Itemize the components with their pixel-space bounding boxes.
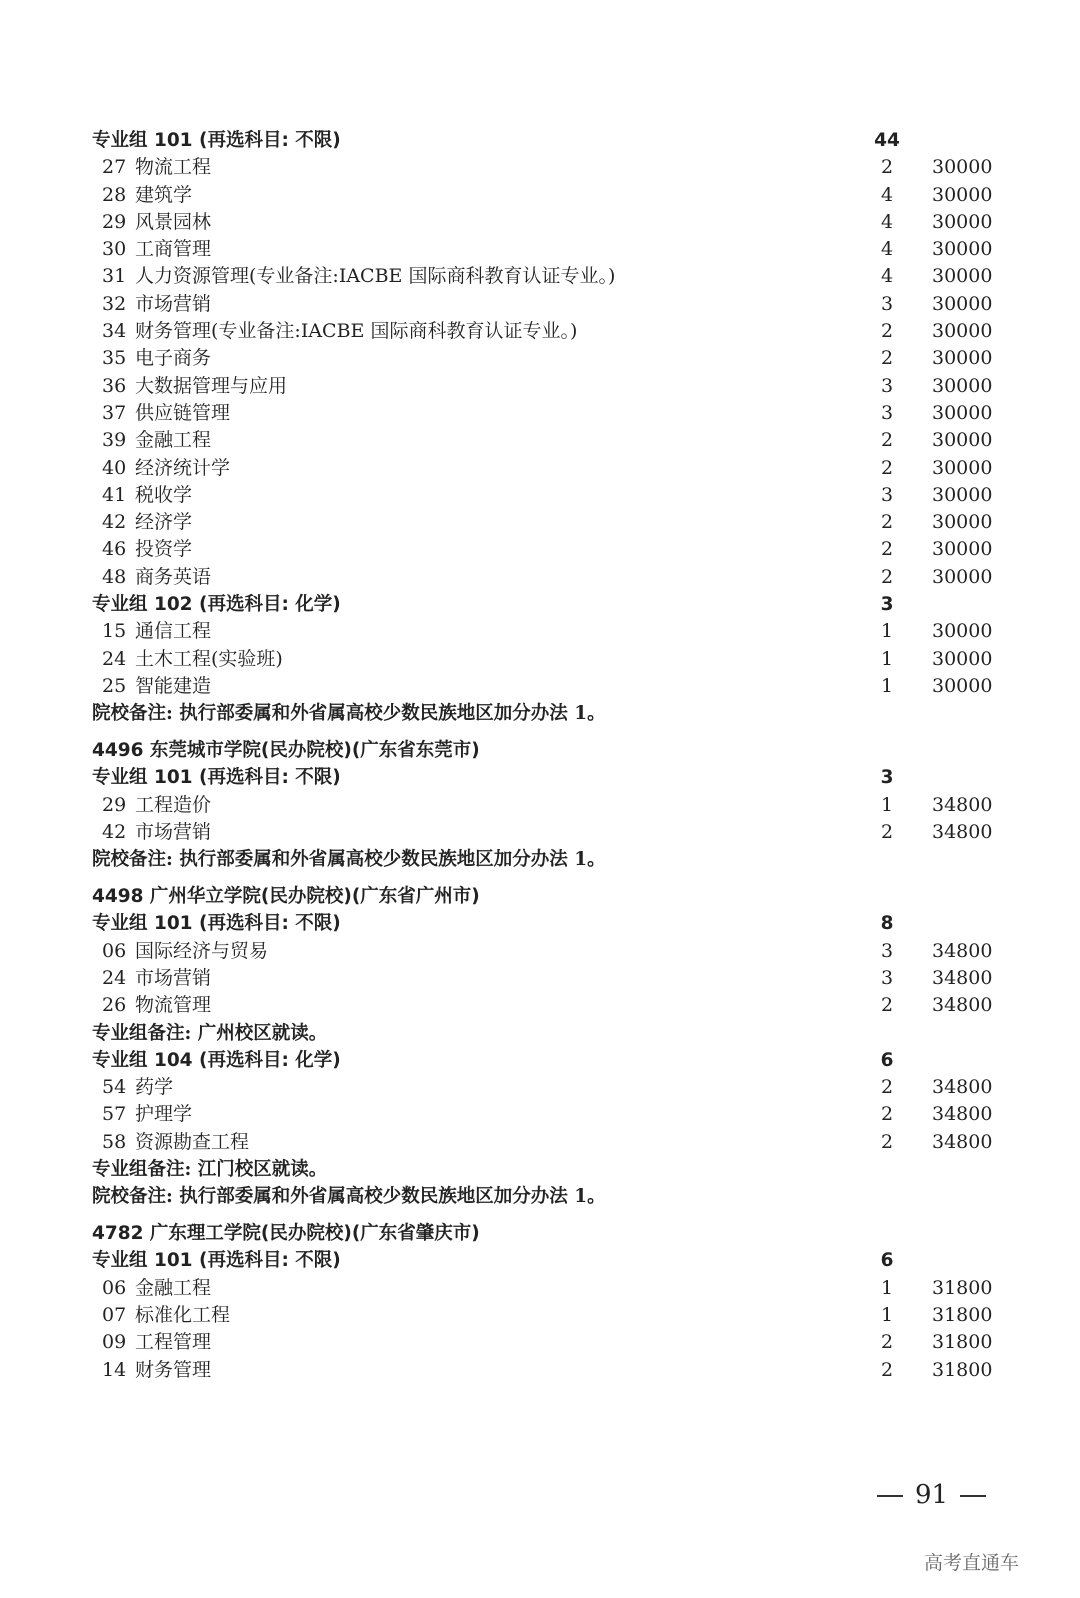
major-row — [92, 792, 1012, 819]
tuition-fee: 30000 — [932, 538, 993, 561]
tuition-fee: 30000 — [932, 210, 993, 233]
tuition-fee: 30000 — [932, 456, 993, 479]
major-row — [92, 209, 1012, 236]
tuition-fee: 34800 — [932, 1130, 993, 1153]
plan-count: 2 — [880, 1076, 894, 1099]
tuition-fee: 30000 — [932, 265, 993, 288]
tuition-fee: 30000 — [932, 292, 993, 315]
plan-count: 2 — [880, 994, 894, 1017]
plan-count: 2 — [880, 538, 894, 561]
major-name: 财务管理 — [135, 1358, 212, 1381]
major-row — [92, 1329, 1012, 1356]
plan-count: 2 — [880, 1103, 894, 1126]
major-name: 电子商务 — [135, 347, 212, 370]
major-code: 09 — [102, 1331, 127, 1354]
major-row — [92, 1129, 1012, 1156]
plan-count: 3 — [880, 939, 894, 962]
page-number-text: 91 — [915, 1480, 949, 1510]
major-code: 25 — [102, 674, 127, 697]
major-code: 46 — [102, 538, 127, 561]
tuition-fee: 30000 — [932, 674, 993, 697]
major-name: 通信工程 — [135, 620, 212, 643]
major-row — [92, 482, 1012, 509]
group-header — [92, 1247, 1012, 1274]
tuition-fee: 34800 — [932, 820, 993, 843]
major-code: 40 — [102, 456, 127, 479]
major-row — [92, 400, 1012, 427]
dash-left — [877, 1495, 903, 1497]
tuition-fee: 31800 — [932, 1276, 993, 1299]
major-name: 人力资源管理(专业备注:IACBE 国际商科教育认证专业。) — [135, 265, 616, 288]
tuition-fee: 30000 — [932, 320, 993, 343]
major-name: 税收学 — [135, 483, 193, 506]
group-count: 8 — [880, 913, 894, 935]
plan-count: 4 — [880, 265, 894, 288]
group-title: 专业组 101 (再选科目: 不限) — [92, 130, 341, 151]
tuition-fee: 30000 — [932, 238, 993, 261]
group-count: 3 — [880, 767, 894, 789]
plan-count: 1 — [880, 1276, 894, 1299]
plan-count: 1 — [880, 1303, 894, 1326]
tuition-fee: 34800 — [932, 966, 993, 989]
major-row — [92, 154, 1012, 181]
major-row — [92, 455, 1012, 482]
major-code: 57 — [102, 1103, 127, 1126]
plan-count: 4 — [880, 238, 894, 261]
major-row — [92, 236, 1012, 263]
major-row — [92, 318, 1012, 345]
plan-count: 2 — [880, 156, 894, 179]
major-name: 商务英语 — [135, 565, 212, 588]
major-name: 市场营销 — [135, 820, 212, 843]
remark: 专业组备注: 江门校区就读。 — [92, 1158, 328, 1180]
major-code: 07 — [102, 1303, 127, 1326]
major-name: 智能建造 — [135, 674, 212, 697]
major-row — [92, 345, 1012, 372]
school-header: 4496 东莞城市学院(民办院校)(广东省东莞市) — [92, 740, 480, 762]
tuition-fee: 31800 — [932, 1358, 993, 1381]
plan-count: 1 — [880, 647, 894, 670]
major-name: 市场营销 — [135, 292, 212, 315]
plan-count: 2 — [880, 456, 894, 479]
remark: 院校备注: 执行部委属和外省属高校少数民族地区加分办法 1。 — [92, 1186, 606, 1208]
plan-count: 2 — [880, 347, 894, 370]
tuition-fee: 30000 — [932, 401, 993, 424]
tuition-fee: 30000 — [932, 429, 993, 452]
plan-count: 2 — [880, 1358, 894, 1381]
major-row — [92, 1074, 1012, 1101]
major-code: 26 — [102, 994, 127, 1017]
major-name: 药学 — [135, 1076, 174, 1099]
major-name: 建筑学 — [135, 183, 193, 206]
major-name: 标准化工程 — [135, 1303, 231, 1326]
major-row — [92, 291, 1012, 318]
school-header: 4782 广东理工学院(民办院校)(广东省肇庆市) — [92, 1223, 480, 1245]
major-code: 31 — [102, 265, 127, 288]
tuition-fee: 34800 — [932, 1076, 993, 1099]
major-name: 工程造价 — [135, 793, 212, 816]
tuition-fee: 30000 — [932, 483, 993, 506]
group-title: 专业组 101 (再选科目: 不限) — [92, 767, 341, 789]
major-code: 34 — [102, 320, 127, 343]
remark: 院校备注: 执行部委属和外省属高校少数民族地区加分办法 1。 — [92, 703, 606, 725]
group-count: 6 — [880, 1049, 894, 1071]
plan-count: 1 — [880, 620, 894, 643]
major-name: 物流管理 — [135, 994, 212, 1017]
major-code: 24 — [102, 966, 127, 989]
major-row — [92, 965, 1012, 992]
major-name: 大数据管理与应用 — [135, 374, 288, 397]
plan-count: 4 — [880, 183, 894, 206]
group-title: 专业组 104 (再选科目: 化学) — [92, 1049, 341, 1071]
major-row — [92, 938, 1012, 965]
school-header: 4498 广州华立学院(民办院校)(广东省广州市) — [92, 886, 480, 908]
plan-count: 4 — [880, 210, 894, 233]
plan-count: 3 — [880, 374, 894, 397]
plan-count: 3 — [880, 292, 894, 315]
major-code: 27 — [102, 156, 127, 179]
plan-count: 3 — [880, 966, 894, 989]
tuition-fee: 31800 — [932, 1303, 993, 1326]
major-name: 经济统计学 — [135, 456, 231, 479]
major-row — [92, 1275, 1012, 1302]
tuition-fee: 34800 — [932, 939, 993, 962]
plan-count: 3 — [880, 483, 894, 506]
plan-count: 2 — [880, 1331, 894, 1354]
tuition-fee: 30000 — [932, 374, 993, 397]
group-header — [92, 1047, 1012, 1074]
major-code: 14 — [102, 1358, 127, 1381]
plan-count: 2 — [880, 511, 894, 534]
major-name: 国际经济与贸易 — [135, 939, 269, 962]
tuition-fee: 34800 — [932, 994, 993, 1017]
page-number — [865, 1480, 998, 1510]
enrollment-plan-list — [92, 127, 1012, 1384]
major-code: 29 — [102, 210, 127, 233]
major-code: 15 — [102, 620, 127, 643]
major-row — [92, 1302, 1012, 1329]
group-title: 专业组 101 (再选科目: 不限) — [92, 913, 341, 935]
major-name: 供应链管理 — [135, 401, 231, 424]
major-row — [92, 536, 1012, 563]
plan-count: 2 — [880, 320, 894, 343]
major-name: 金融工程 — [135, 1276, 212, 1299]
major-row — [92, 992, 1012, 1019]
major-name: 物流工程 — [135, 156, 212, 179]
major-name: 工程管理 — [135, 1331, 212, 1354]
group-header — [92, 910, 1012, 937]
major-code: 36 — [102, 374, 127, 397]
plan-count: 1 — [880, 674, 894, 697]
plan-count: 2 — [880, 820, 894, 843]
major-name: 资源勘查工程 — [135, 1130, 250, 1153]
major-code: 06 — [102, 1276, 127, 1299]
plan-count: 2 — [880, 565, 894, 588]
major-row — [92, 182, 1012, 209]
major-name: 经济学 — [135, 511, 193, 534]
major-code: 28 — [102, 183, 127, 206]
major-code: 35 — [102, 347, 127, 370]
group-header — [92, 764, 1012, 791]
group-title: 专业组 102 (再选科目: 化学) — [92, 594, 341, 616]
group-count: 6 — [880, 1250, 894, 1272]
group-title: 专业组 101 (再选科目: 不限) — [92, 1250, 341, 1272]
major-code: 37 — [102, 401, 127, 424]
major-code: 29 — [102, 793, 127, 816]
major-name: 风景园林 — [135, 210, 212, 233]
major-code: 24 — [102, 647, 127, 670]
major-code: 30 — [102, 238, 127, 261]
major-code: 48 — [102, 565, 127, 588]
plan-count: 3 — [880, 401, 894, 424]
major-row — [92, 819, 1012, 846]
major-row — [92, 1357, 1012, 1384]
major-row — [92, 263, 1012, 290]
tuition-fee: 30000 — [932, 183, 993, 206]
plan-count: 1 — [880, 793, 894, 816]
major-row — [92, 618, 1012, 645]
major-code: 42 — [102, 511, 127, 534]
remark: 专业组备注: 广州校区就读。 — [92, 1022, 328, 1044]
watermark: 高考直通车 — [924, 1552, 1020, 1574]
group-count: 3 — [880, 594, 894, 616]
tuition-fee: 30000 — [932, 565, 993, 588]
tuition-fee: 31800 — [932, 1331, 993, 1354]
major-code: 06 — [102, 939, 127, 962]
major-name: 投资学 — [135, 538, 193, 561]
major-code: 42 — [102, 820, 127, 843]
major-name: 护理学 — [135, 1103, 193, 1126]
major-code: 32 — [102, 292, 127, 315]
major-name: 工商管理 — [135, 238, 212, 261]
major-row — [92, 509, 1012, 536]
major-code: 41 — [102, 483, 127, 506]
group-count: 44 — [874, 130, 900, 151]
tuition-fee: 30000 — [932, 511, 993, 534]
major-name: 土木工程(实验班) — [135, 647, 283, 670]
tuition-fee: 30000 — [932, 620, 993, 643]
major-code: 54 — [102, 1076, 127, 1099]
major-row — [92, 673, 1012, 700]
major-row — [92, 427, 1012, 454]
major-code: 39 — [102, 429, 127, 452]
group-header — [92, 591, 1012, 618]
major-code: 58 — [102, 1130, 127, 1153]
tuition-fee: 30000 — [932, 647, 993, 670]
major-row — [92, 564, 1012, 591]
group-header — [92, 127, 1012, 154]
major-row — [92, 646, 1012, 673]
plan-count: 2 — [880, 429, 894, 452]
tuition-fee: 30000 — [932, 347, 993, 370]
major-name: 财务管理(专业备注:IACBE 国际商科教育认证专业。) — [135, 320, 578, 343]
major-name: 金融工程 — [135, 429, 212, 452]
tuition-fee: 34800 — [932, 793, 993, 816]
major-row — [92, 1101, 1012, 1128]
remark: 院校备注: 执行部委属和外省属高校少数民族地区加分办法 1。 — [92, 849, 606, 871]
dash-right — [960, 1495, 986, 1497]
major-name: 市场营销 — [135, 966, 212, 989]
tuition-fee: 34800 — [932, 1103, 993, 1126]
tuition-fee: 30000 — [932, 156, 993, 179]
plan-count: 2 — [880, 1130, 894, 1153]
major-row — [92, 373, 1012, 400]
